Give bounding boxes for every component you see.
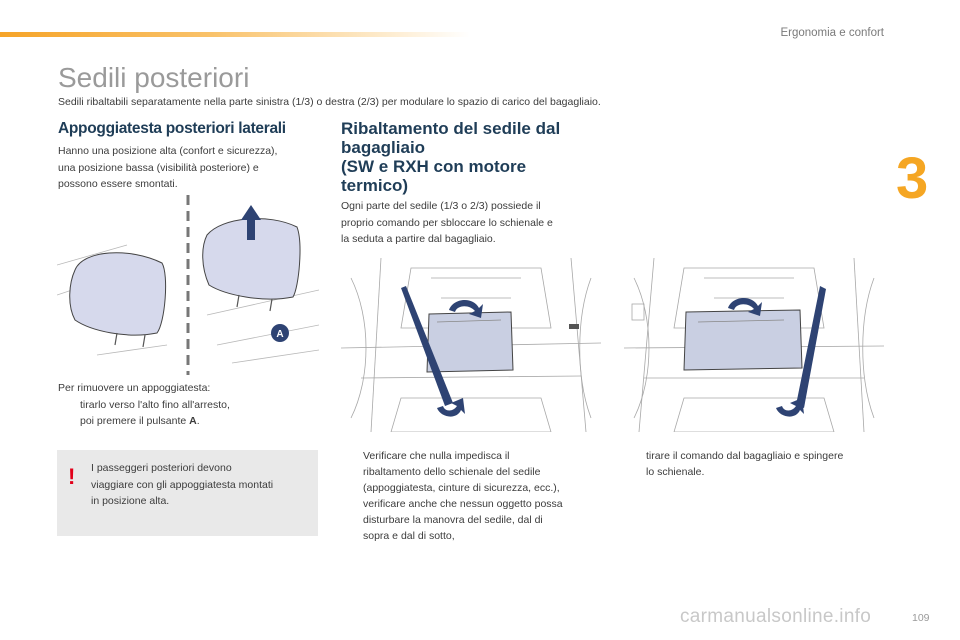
folding-action xyxy=(624,448,889,480)
headrest-low-shape xyxy=(70,253,166,335)
watermark: carmanualsonline.info xyxy=(680,606,872,627)
header-accent-bar xyxy=(0,32,470,37)
section-label: Ergonomia e confort xyxy=(780,27,884,39)
remove-steps xyxy=(58,397,323,429)
headrest-illustration xyxy=(57,195,319,375)
folding-intro: Ogni parte del sedile (1/3 o 2/3) possiede il proprio comando per sbloccare lo schienale e la seduta a partire dal bagagliaio. xyxy=(341,200,553,245)
list-item: tirare il comando dal bagagliaio e spingere lo schienale. xyxy=(646,450,844,478)
list-item: tirarlo verso l'alto fino all'arresto, xyxy=(80,399,230,411)
page-title: Sedili posteriori xyxy=(58,62,250,93)
list-item: Verificare che nulla impedisca il ribaltamento dello schienale del sedile (appoggiatesta, cinture di sicurezza, ecc.), xyxy=(363,450,560,494)
list-item: poi premere il pulsante A. xyxy=(80,415,200,427)
page-number: 109 xyxy=(912,612,930,624)
seat-panel xyxy=(684,310,802,370)
headrest-intro-line-1: Hanno una posizione alta (confort e sicurezza), xyxy=(58,145,278,157)
button-a-ref: A xyxy=(189,415,197,427)
button-a-label: A xyxy=(276,329,284,340)
chapter-number: 3 xyxy=(896,146,929,211)
warning-box xyxy=(57,450,318,536)
headrest-intro xyxy=(58,143,323,193)
warning-icon: ! xyxy=(68,464,76,489)
seat-latch-icon xyxy=(569,324,579,329)
page-subtitle: Sedili ribaltabili separatamente nella parte sinistra (1/3) o destra (2/3) per modulare lo spazio di carico del bagagliaio. xyxy=(58,96,601,108)
section-heading-folding: Ribaltamento del sedile dal bagagliaio (SW e RXH con motore termico) xyxy=(341,119,561,195)
warning-text: I passeggeri posteriori devono viaggiare con gli appoggiatesta montati in posizione alta. xyxy=(91,462,274,507)
list-item: verificare anche che nessun oggetto possa disturbare la manovra del sedile, dal di sopra e dal di sotto, xyxy=(363,498,563,542)
trunk-illustration-left xyxy=(341,258,601,432)
section-heading-headrests: Appoggiatesta posteriori laterali xyxy=(58,120,286,137)
folding-checks xyxy=(341,448,606,544)
trunk-illustration-right xyxy=(624,258,884,432)
remove-intro: Per rimuovere un appoggiatesta: xyxy=(58,382,211,394)
headrest-intro-line-2: una posizione bassa (visibilità posteriore) e xyxy=(58,161,259,174)
headrest-intro-line-3: possono essere smontati. xyxy=(58,178,178,190)
